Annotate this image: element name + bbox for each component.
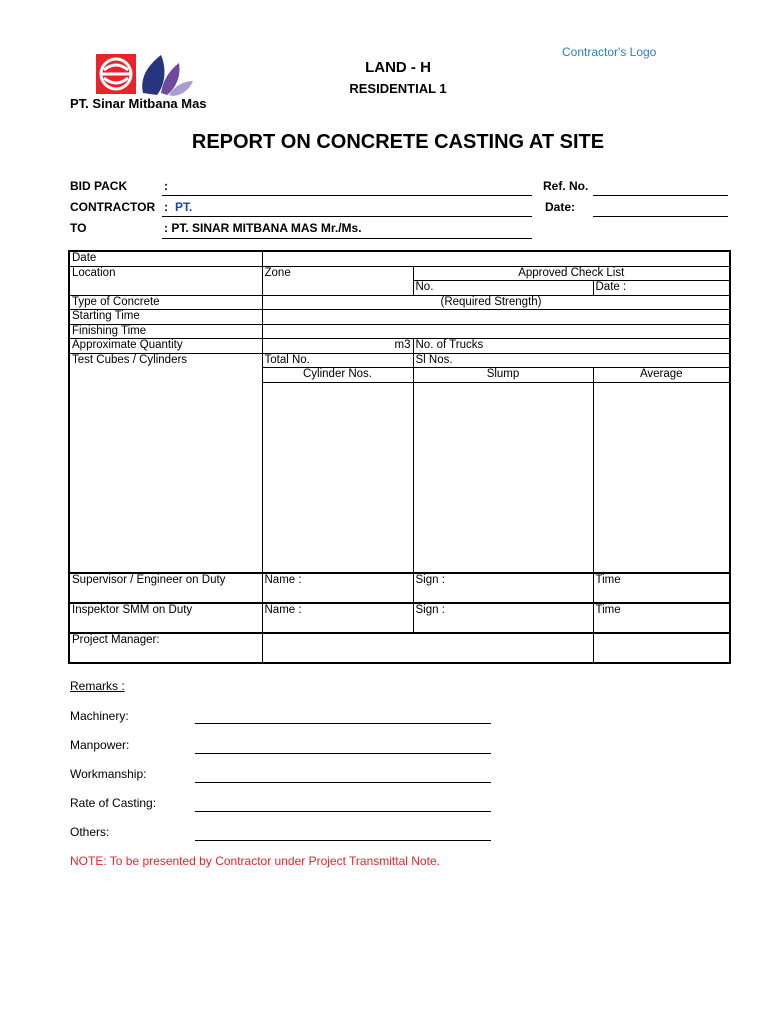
slump-entry[interactable] (413, 382, 593, 573)
company-name: PT. Sinar Mitbana Mas (70, 96, 207, 111)
project-manager-label: Project Manager: (69, 633, 262, 663)
ref-no-label: Ref. No. (543, 179, 589, 193)
supervisor-label: Supervisor / Engineer on Duty (69, 573, 262, 603)
cylinder-nos-entry[interactable] (262, 382, 413, 573)
remark-manpower-field[interactable] (195, 753, 491, 754)
cylinder-nos-header: Cylinder Nos. (262, 368, 413, 383)
project-name: LAND - H (365, 59, 431, 76)
row-finishing-time (69, 324, 730, 339)
remark-machinery-label: Machinery: (70, 709, 129, 723)
inspektor-time[interactable]: Time (593, 603, 730, 633)
contractor-logo-placeholder: Contractor's Logo (562, 45, 657, 59)
starting-time-label: Starting Time (69, 310, 262, 325)
row-project-manager (69, 633, 730, 663)
row-date (69, 251, 730, 266)
row-location (69, 266, 730, 281)
to-label: TO (70, 221, 87, 235)
required-strength-cell[interactable] (262, 295, 730, 310)
remark-others-label: Others: (70, 825, 110, 839)
date-field[interactable] (593, 215, 728, 217)
check-list-no[interactable]: No. (413, 281, 593, 296)
remark-machinery-field[interactable] (195, 723, 491, 724)
contractor-label: CONTRACTOR (70, 200, 156, 214)
contractor-field[interactable] (162, 215, 532, 217)
remarks-heading: Remarks : (70, 679, 125, 693)
bid-pack-field[interactable] (162, 194, 532, 196)
remark-rate-of-casting-field[interactable] (195, 811, 491, 812)
check-list-date[interactable]: Date : (593, 281, 730, 296)
quantity-unit[interactable]: m3 (262, 339, 413, 354)
contractor-value: PT. (175, 200, 193, 214)
supervisor-sign[interactable]: Sign : (413, 573, 593, 603)
required-strength-label: (Required Strength) (440, 295, 542, 308)
inspektor-sign[interactable]: Sign : (413, 603, 593, 633)
row-test-cubes (69, 353, 730, 368)
row-supervisor (69, 573, 730, 603)
remark-others-field[interactable] (195, 840, 491, 841)
row-starting-time (69, 310, 730, 325)
zone-label: Zone (262, 266, 413, 295)
remark-workmanship-label: Workmanship: (70, 767, 147, 781)
contractor-colon: : (164, 200, 168, 214)
no-of-trucks-label[interactable]: No. of Trucks (413, 339, 730, 354)
approved-check-list-label: Approved Check List (413, 266, 730, 281)
company-logo (95, 53, 195, 97)
row-inspektor (69, 603, 730, 633)
ref-no-field[interactable] (593, 194, 728, 196)
row-quantity (69, 339, 730, 354)
inspektor-label: Inspektor SMM on Duty (69, 603, 262, 633)
type-of-concrete-label: Type of Concrete (69, 295, 262, 310)
transmittal-note: NOTE: To be presented by Contractor under Project Transmittal Note. (70, 854, 440, 868)
date-label: Date: (545, 200, 576, 214)
row-type-of-concrete (69, 295, 730, 310)
to-field[interactable] (162, 237, 532, 239)
bid-pack-label: BID PACK (70, 179, 128, 193)
remark-manpower-label: Manpower: (70, 738, 130, 752)
remark-workmanship-field[interactable] (195, 782, 491, 783)
sl-nos-label[interactable]: Sl Nos. (413, 353, 730, 368)
slump-header: Slump (413, 368, 593, 383)
total-no-label[interactable]: Total No. (262, 353, 413, 368)
bid-pack-colon: : (164, 179, 168, 193)
report-title: REPORT ON CONCRETE CASTING AT SITE (191, 131, 605, 153)
date-cell-label: Date (69, 251, 262, 266)
date-cell-value[interactable] (262, 251, 730, 266)
average-entry[interactable] (593, 382, 730, 573)
remark-rate-of-casting-label: Rate of Casting: (70, 796, 157, 810)
project-manager-sign[interactable] (262, 633, 593, 663)
location-label: Location (69, 266, 262, 295)
casting-form-table (68, 250, 731, 664)
test-cubes-label: Test Cubes / Cylinders (69, 353, 262, 573)
inspektor-name[interactable]: Name : (262, 603, 413, 633)
supervisor-name[interactable]: Name : (262, 573, 413, 603)
supervisor-time[interactable]: Time (593, 573, 730, 603)
finishing-time-label: Finishing Time (69, 324, 262, 339)
approximate-quantity-label: Approximate Quantity (69, 339, 262, 354)
finishing-time-value[interactable] (262, 324, 730, 339)
project-manager-time[interactable] (593, 633, 730, 663)
to-value: : PT. SINAR MITBANA MAS Mr./Ms. (164, 221, 362, 235)
project-subname: RESIDENTIAL 1 (349, 81, 447, 96)
starting-time-value[interactable] (262, 310, 730, 325)
average-header: Average (593, 368, 730, 383)
